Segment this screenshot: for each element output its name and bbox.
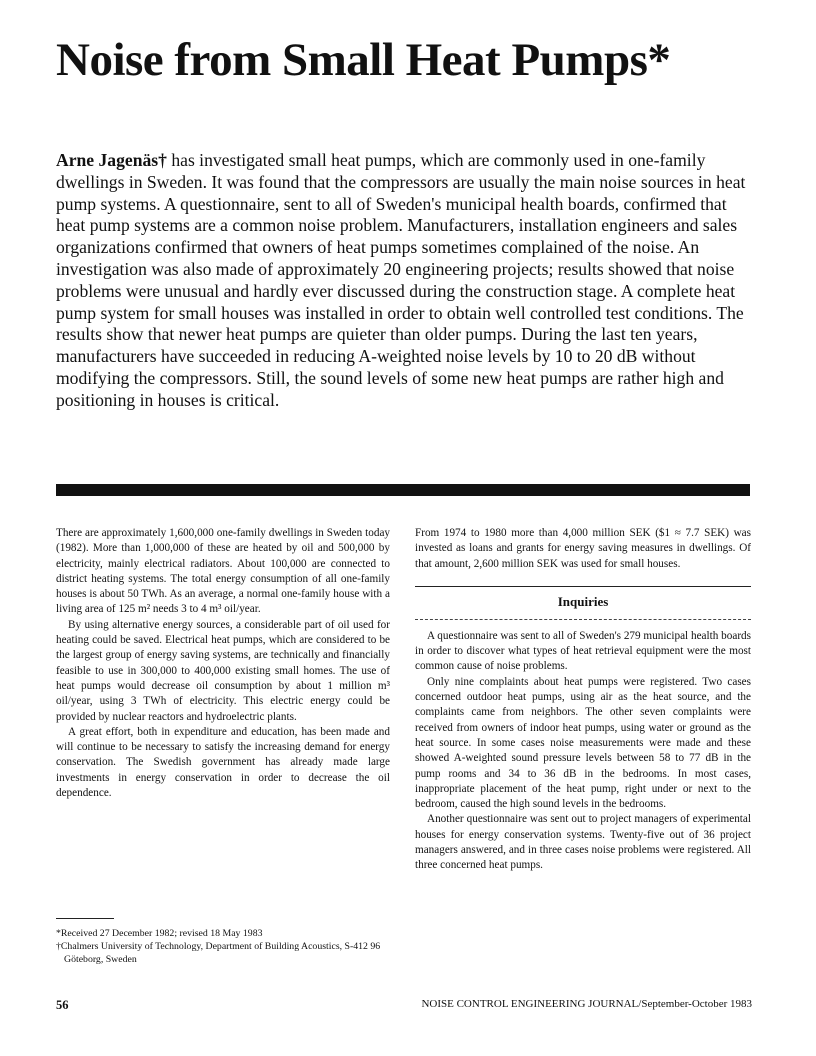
section-heading-inquiries: Inquiries	[415, 586, 751, 615]
paragraph: Another questionnaire was sent out to project managers of experimental houses for energy conservation systems. Twenty-five out of 36 project managers answered, and in three cases noise problems were registered. All three concerned heat pumps.	[415, 813, 751, 872]
section-divider-bar	[56, 484, 750, 496]
paragraph: By using alternative energy sources, a considerable part of oil used for heating could be saved. Electrical heat pumps, which are considered to be the largest group of energy saving systems, are technically and financially feasible to use in 300,000 to 400,000 existing small homes. The use of heat pumps would decrease oil consumption by about 1 million m³ oil/year, using 3 TWh of electricity. This electric energy could be provided by nuclear reactors and hydroelectric plants.	[56, 618, 390, 723]
page-number: 56	[56, 998, 69, 1012]
paragraph: There are approximately 1,600,000 one-family dwellings in Sweden today (1982). More than 1,000,000 of these are heated by oil and 500,000 by electricity, mainly electrical radiators. About 100,000 are connected to district heating systems. The total energy consumption of all one-family houses is about 50 TWh. As an average, a normal one-family house with a living area of 125 m² needs 3 to 4 m³ oil/year.	[56, 527, 390, 616]
paragraph: A questionnaire was sent to all of Sweden's 279 municipal health boards in order to discover what types of heat retrieval equipment were the most common cause of noise problems.	[415, 629, 751, 673]
paragraph: From 1974 to 1980 more than 4,000 million SEK ($1 ≈ 7.7 SEK) was invested as loans and grants for energy saving measures in dwellings. Of that amount, 2,600 million SEK was used for small houses.	[415, 527, 751, 570]
paragraph: A great effort, both in expenditure and education, has been made and will continue to be necessary to satisfy the increasing demand for energy conservation. The Swedish government has already made large investments in energy conservation in order to decrease the oil dependence.	[56, 725, 390, 800]
footnote-rule	[56, 918, 114, 919]
abstract-text: has investigated small heat pumps, which are commonly used in one-family dwellings in Sweden. It was found that the compressors are usually the main noise sources in heat pump systems. A questionnaire, sent to all of Sweden's municipal health boards, confirmed that heat pump systems are a common noise problem. Manufacturers, installation engineers and sales organizations confirmed that owners of heat pumps sometimes complained of the noise. An investigation was also made of approximately 20 engineering projects; results showed that noise problems were unusual and hardly ever discussed during the construction stage. A complete heat pump system for small houses was installed in order to obtain well controlled test conditions. The results show that newer heat pumps are quieter than older pumps. During the last ten years, manufacturers have succeeded in reducing A-weighted noise levels by 10 to 20 dB without modifying the compressors. Still, the sound levels of some new heat pumps are rather high and positioning in houses is critical.	[56, 150, 746, 410]
right-column	[415, 526, 751, 874]
footnote-received: *Received 27 December 1982; revised 18 May 1983	[56, 928, 263, 939]
footnote-affiliation: †Chalmers University of Technology, Department of Building Acoustics, S-412 96 Göteborg, Sweden	[56, 941, 381, 965]
paragraph: Only nine complaints about heat pumps were registered. Two cases concerned outdoor heat pumps, using air as the heat source, and the complaints came from neighbors. The other seven complaints were received from owners of indoor heat pumps, using water or ground as the heat source. In some cases noise measurements were made and these showed A-weighted sound pressure levels between 58 to 77 dB in the pump rooms and 34 to 36 dB in the bedrooms. In most cases, inappropriate placement of the heat pump, right under or next to the bedroom, caused the high sound levels in the bedrooms.	[415, 675, 751, 811]
article-title: Noise from Small Heat Pumps*	[56, 34, 671, 86]
footnotes	[56, 918, 390, 966]
author-name: Arne Jagenäs†	[56, 150, 167, 170]
left-column	[56, 526, 390, 801]
journal-footer: NOISE CONTROL ENGINEERING JOURNAL/September-October 1983	[421, 998, 752, 1010]
abstract	[56, 150, 756, 412]
